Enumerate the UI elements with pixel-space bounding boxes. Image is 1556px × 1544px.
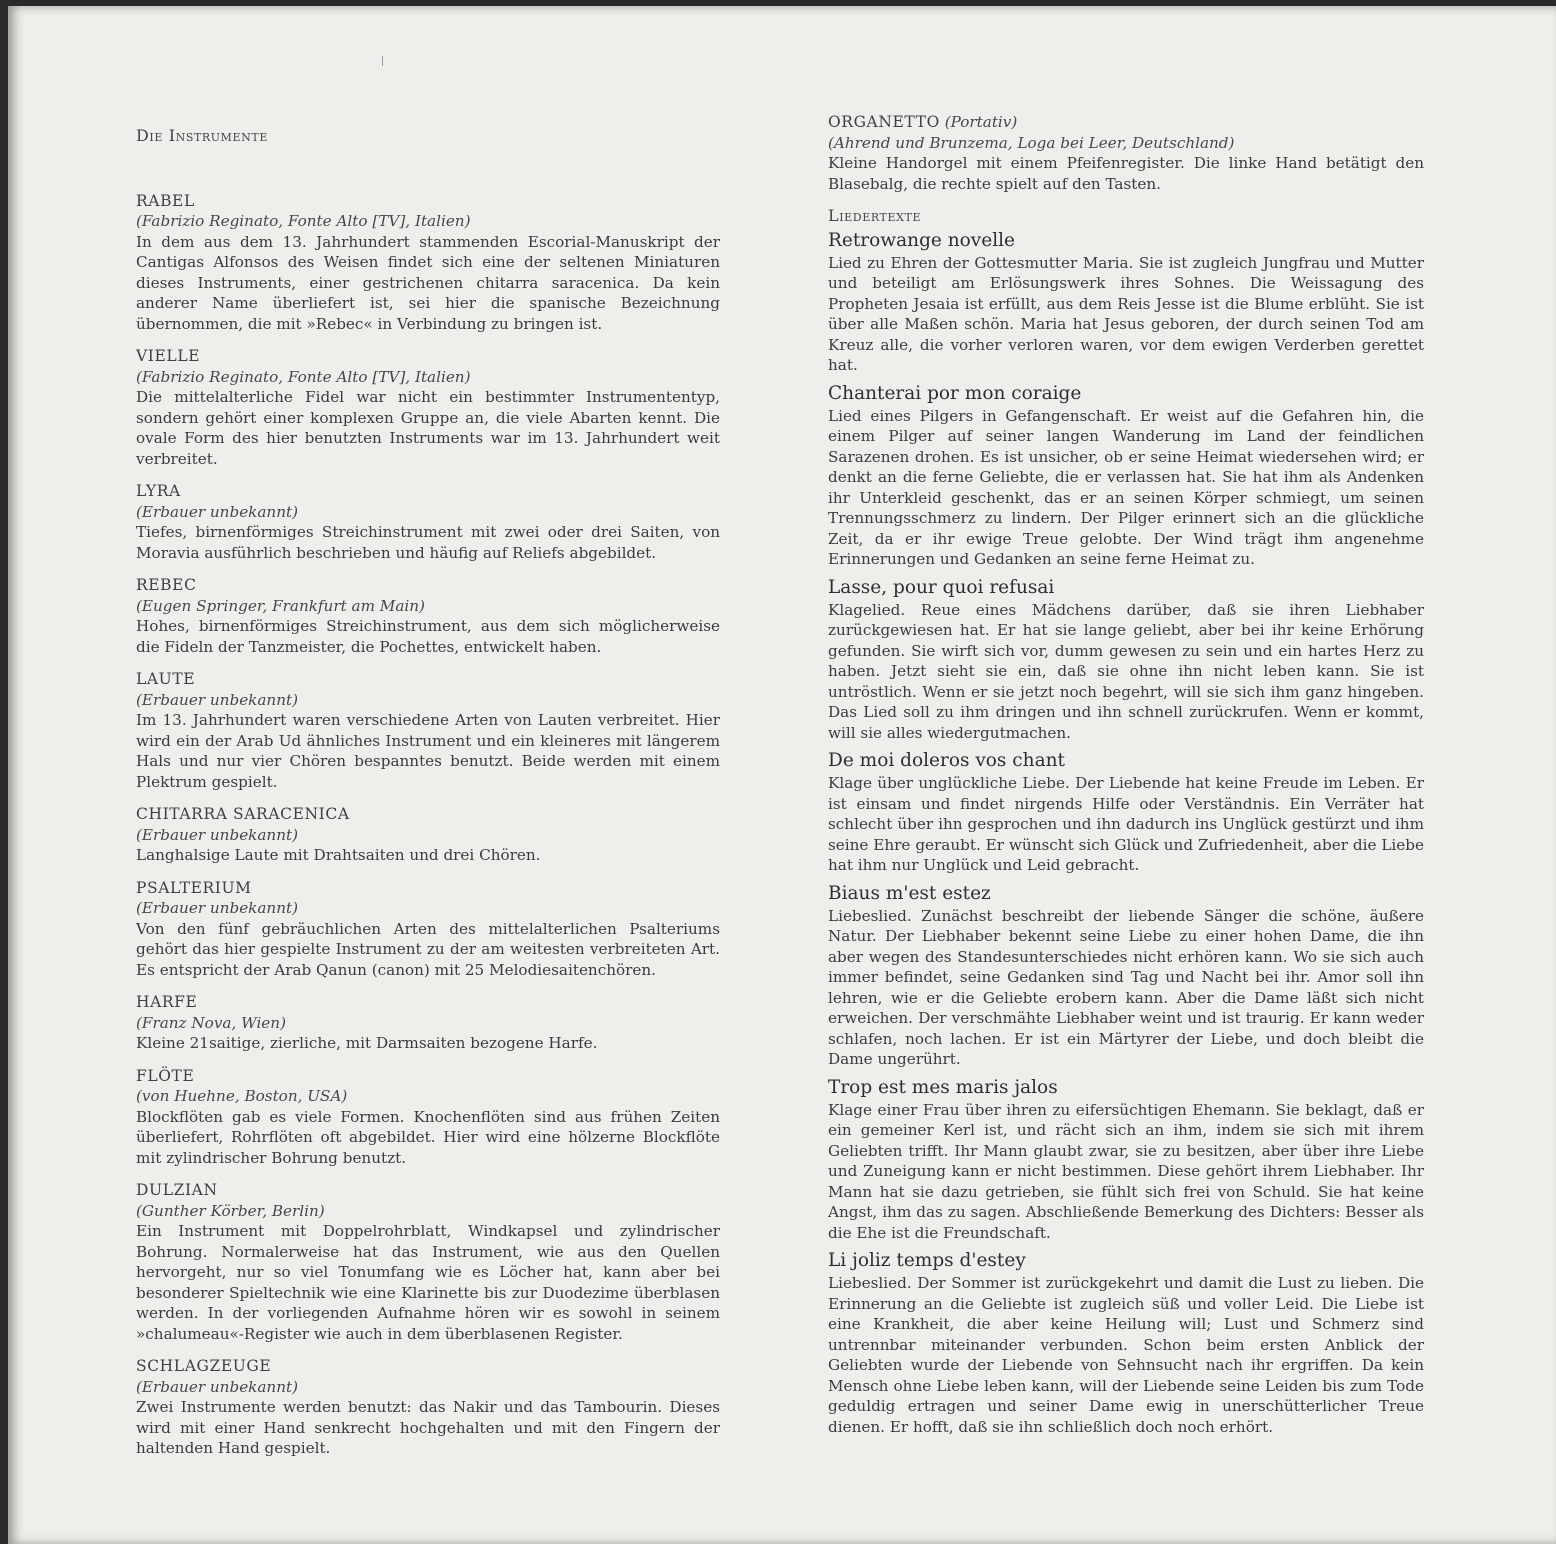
song-title: Chanterai por mon coraige [828,382,1082,404]
instrument-name: CHITARRA SARACENICA [136,805,350,823]
song-text: Klagelied. Reue eines Mädchens darüber, daß sie ihren Liebhaber zurückgewiesen hat. Er hat sie lange geliebt, aber bei ihr keine Erhörung gefunden. Sie wirft sich vor, dumm gewesen zu sein und ein hartes Herz zu haben. Jetzt sieht sie ein, daß sie ohne ihn nicht leben kann. Sie ist untröstlich. Wenn er sie jetzt noch begehrt, will sie sich ihm ganz hingeben. Das Lied soll zu ihm dringen und ihn schnell zurückrufen. Wenn er kommt, will sie alles wiedergutmachen. [828,600,1424,742]
instrument-name: LYRA [136,482,181,500]
song-entry [828,1249,1424,1437]
instrument-subtitle: (Portativ) [944,113,1018,131]
instrument-entry [136,992,720,1054]
instrument-name: ORGANETTO [828,113,940,131]
instrument-entry [136,575,720,657]
instrument-maker: (Erbauer unbekannt) [136,502,299,521]
pencil-mark [382,56,383,66]
instrument-maker: (Franz Nova, Wien) [136,1013,287,1032]
instrument-description: Von den fünf gebräuchlichen Arten des mittelalterlichen Psalteriums gehört das hier gespielte Instrument zu der am weitesten verbreiteten Art. Es entspricht der Arab Qanun (canon) mit 25 Melodiesaitenchören. [136,919,720,979]
instrument-entry [136,878,720,981]
instrument-entry [136,1180,720,1344]
song-entry [828,1076,1424,1244]
instrument-description: Zwei Instrumente werden benutzt: das Nakir und das Tambourin. Dieses wird mit einer Hand senkrecht hochgehalten und mit den Fingern der haltenden Hand gespielt. [136,1398,720,1457]
song-title: Biaus m'est estez [828,882,991,904]
instruments-heading: Die Instrumente [136,126,268,145]
song-text: Lied zu Ehren der Gottesmutter Maria. Sie ist zugleich Jungfrau und Mutter und beteiligt am Erlösungswerk ihres Sohnes. Die Weissagung des Propheten Jesaia ist erfüllt, aus dem Reis Jesse ist die Blume erblüht. Sie ist über alle Maßen schön. Maria hat Jesus geboren, der durch seinen Tod am Kreuz alle, die vorher verloren waren, vor dem ewigen Verderben gerettet hat. [828,253,1424,374]
instrument-description: In dem aus dem 13. Jahrhundert stammenden Escorial-Manuskript der Cantigas Alfonsos des Weisen findet sich eine der seltenen Miniaturen dieses Instruments, einer gestrichenen chitarra saracenica. Da kein anderer Name überliefert ist, sei hier die spanische Bezeichnung übernommen, die mit »Rebec« in Verbindung zu bringen ist. [136,232,720,333]
instrument-maker: (Fabrizio Reginato, Fonte Alto [TV], Italien) [136,212,471,230]
instrument-description: Blockflöten gab es viele Formen. Knochenflöten sind aus frühen Zeiten überliefert, Rohrflöten oft abgebildet. Hier wird eine hölzerne Blockflöte mit zylindrischer Bohrung benutzt. [136,1107,720,1167]
instrument-maker: (Gunther Körber, Berlin) [136,1201,325,1220]
instrument-maker: (von Huehne, Boston, USA) [136,1087,348,1105]
instrument-name: RABEL [136,191,195,210]
song-text: Liebeslied. Der Sommer ist zurückgekehrt und damit die Lust zu lieben. Die Erinnerung an die Geliebte ist zugleich süß und voller Leid. Die Liebe ist eine Krankheit, die aber keine Heilung will; Lust und Schmerz sind untrennbar miteinander verbunden. Schon beim ersten Anblick der Geliebten wurde der Liebende von Sehnsucht nach ihr ergriffen. Da kein Mensch ohne Liebe leben kann, will der Liebende seine Leiden bis zum Tode geduldig ertragen und seiner Dame ewig in unerschütterlicher Treue dienen. Er hofft, daß sie ihn schließlich doch noch erhört. [828,1274,1424,1436]
instrument-maker: (Erbauer unbekannt) [136,825,299,844]
instrument-maker: (Fabrizio Reginato, Fonte Alto [TV], Italien) [136,367,471,386]
booklet-page [8,6,1556,1544]
instrument-description: Langhalsige Laute mit Drahtsaiten und drei Chören. [136,846,541,864]
instrument-maker: (Eugen Springer, Frankfurt am Main) [136,596,425,615]
song-text: Klage über unglückliche Liebe. Der Liebende hat keine Freude im Leben. Er ist einsam und findet nirgends Hilfe oder Verständnis. Ein Verräter hat schlecht über ihn gesprochen und ihn dadurch ins Unglück gestürzt und ihm seine Ehre geraubt. Er wünscht sich Glück und Zufriedenheit, aber die Liebe hat ihm nur Unglück und Leid gebracht. [828,774,1424,874]
instrument-entry [136,669,720,792]
instrument-list [136,191,720,1459]
instrument-entry [136,804,720,866]
instrument-description: Kleine Handorgel mit einem Pfeifenregister. Die linke Hand betätigt den Blasebalg, die rechte spielt auf den Tasten. [828,154,1424,193]
instrument-entry [136,481,720,563]
instrument-entry [136,346,720,469]
instrument-maker: (Ahrend und Brunzema, Loga bei Leer, Deutschland) [828,133,1235,152]
instrument-maker: (Erbauer unbekannt) [136,690,299,709]
instrument-description: Kleine 21saitige, zierliche, mit Darmsaiten bezogene Harfe. [136,1034,598,1052]
song-entry [828,882,1424,1070]
instrument-description: Ein Instrument mit Doppelrohrblatt, Windkapsel und zylindrischer Bohrung. Normalerweise hat das Instrument, wie aus den Quellen hervorgeht, nur so viel Tonumfang wie es Löcher hat, kann aber bei besonderer Spieltechnik wie eine Klarinette bis zur Duodezime überblasen werden. In der vorliegenden Aufnahme hören wir es sowohl in seinem »chalumeau«-Register wie auch in dem überblasenen Register. [136,1222,720,1343]
instrument-description: Im 13. Jahrhundert waren verschiedene Arten von Lauten verbreitet. Hier wird ein der Arab Ud ähnliches Instrument und ein kleineres mit längerem Hals und nur vier Chören bespanntes benutzt. Beide werden mit einem Plektrum gespielt. [136,711,720,791]
instrument-description: Tiefes, birnenförmiges Streichinstrument mit zwei oder drei Saiten, von Moravia ausführlich beschrieben und häufig auf Reliefs abgebildet. [136,523,720,562]
instrument-name: VIELLE [136,347,201,365]
instrument-entry-organetto [828,112,1424,194]
instrument-name: FLÖTE [136,1066,195,1085]
lyrics-heading: Liedertexte [828,206,922,225]
instrument-entry [136,191,720,335]
instrument-name: DULZIAN [136,1181,218,1199]
song-title: Li joliz temps d'estey [828,1250,1026,1271]
instruments-column [136,126,720,1471]
instrument-description: Die mittelalterliche Fidel war nicht ein bestimmter Instrumententyp, sondern gehört einer komplexen Gruppe an, die viele Abarten kennt. Die ovale Form des hier benutzten Instruments war im 13. Jahrhundert weit verbreitet. [136,388,720,468]
song-list [828,229,1424,1438]
song-title: Retrowange novelle [828,229,1015,251]
song-entry [828,749,1424,876]
instrument-name: REBEC [136,576,197,594]
instrument-maker: (Erbauer unbekannt) [136,1377,299,1396]
instrument-maker: (Erbauer unbekannt) [136,899,299,917]
song-title: Lasse, pour quoi refusai [828,576,1055,598]
song-title: Trop est mes maris jalos [828,1076,1058,1098]
instrument-name: SCHLAGZEUGE [136,1357,272,1375]
instrument-entry [136,1356,720,1459]
instrument-name: LAUTE [136,670,196,688]
song-entry [828,576,1424,744]
instrument-name: PSALTERIUM [136,878,252,897]
song-text: Klage einer Frau über ihren zu eifersüchtigen Ehemann. Sie beklagt, daß er ein gemeiner Kerl ist, und rächt sich an ihm, indem sie sich mit ihrem Geliebten trifft. Ihr Mann glaubt zwar, sie zu besitzen, aber über ihre Liebe und Zuneigung kann er nicht bestimmen. Diese gehört ihrem Liebhaber. Ihr Mann hat sie dazu getrieben, sie fühlt sich frei von Schuld. Sie hat keine Angst, ihm das zu sagen. Abschließende Bemerkung des Dichters: Besser als die Ehe ist die Freundschaft. [828,1100,1424,1242]
song-text: Lied eines Pilgers in Gefangenschaft. Er weist auf die Gefahren hin, die einem Pilger auf seiner langen Wanderung im Land der feindlichen Sarazenen drohen. Es ist unsicher, ob er seine Heimat wiedersehen wird; er denkt an die ferne Geliebte, die er verlassen hat. Sie hat ihm als Andenken ihr Unterkleid geschenkt, das er an seinen Körper schmiegt, um seinen Trennungsschmerz zu lindern. Der Pilger erinnert sich an die glückliche Zeit, da er ihr ewige Treue gelobte. Der Wind trägt ihm angenehme Erinnerungen und Gedanken an seine ferne Heimat zu. [828,406,1424,568]
instrument-name: HARFE [136,993,198,1011]
song-entry [828,382,1424,570]
song-title: De moi doleros vos chant [828,750,1065,771]
instrument-description: Hohes, birnenförmiges Streichinstrument, aus dem sich möglicherweise die Fideln der Tanzmeister, die Pochettes, entwickelt haben. [136,617,720,656]
instrument-entry [136,1066,720,1169]
lyrics-column [828,112,1424,1443]
song-entry [828,229,1424,376]
song-text: Liebeslied. Zunächst beschreibt der liebende Sänger die schöne, äußere Natur. Der Liebhaber bekennt seine Liebe zu einer hohen Dame, die ihn aber wegen des Standesunterschiedes nicht erhören kann. Wo sie sich auch immer befindet, seine Gedanken sind Tag und Nacht bei ihr. Amor soll ihn lehren, wie er die Geliebte erobern kann. Aber die Dame läßt sich nicht erweichen. Der verschmähte Liebhaber weint und ist traurig. Er kann weder schlafen, noch lachen. Er ist ein Märtyrer der Liebe, und doch bleibt die Dame ungerührt. [828,906,1424,1068]
